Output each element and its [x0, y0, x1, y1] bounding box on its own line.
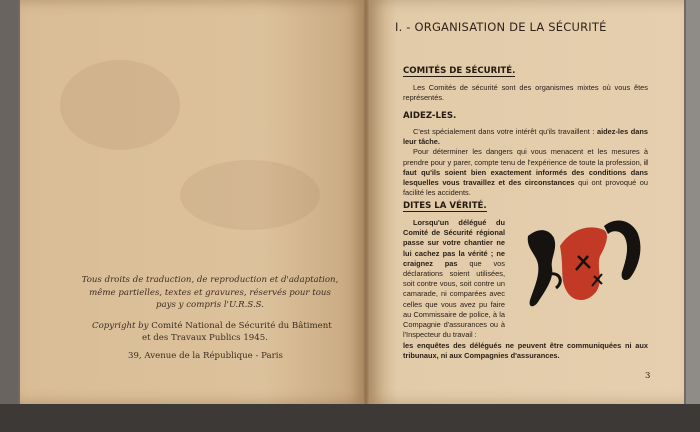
page-number: 3	[645, 371, 651, 381]
section-heading-comites: COMITÉS DE SÉCURITÉ.	[403, 66, 516, 76]
section-text-verite-end: les enquêtes des délégués ne peuvent être communiquées ni aux tribunaux, ni aux Compagnies d'assurances.	[403, 341, 648, 361]
desk-surface	[0, 0, 18, 432]
copyright-notice	[92, 320, 347, 344]
section-heading-verite: DITES LA VÉRITÉ.	[403, 201, 487, 211]
section-text-aidez: C'est spécialement dans votre intérêt qu'ils travaillent : aidez-les dans leur tâche. Pour déterminer les dangers qui vous menacent et les mesures à prendre pour y parer, compte tenu de l'expérience de toute la profession, il faut qu'ils soient bien exactement informés des conditions dans lesquelles vous travaillez et des circonstances qui ont provoqué ou facilité les accidents.	[403, 127, 649, 198]
paper-stain	[60, 60, 180, 150]
chapter-title: I. - ORGANISATION DE LA SÉCURITÉ	[395, 20, 607, 34]
rights-notice: Tous droits de traduction, de reproduction et d'adaptation, même partielles, textes et gravures, réservés pour tous pays y compris l'U.R.S.S.	[81, 275, 339, 310]
brush-illustration	[520, 216, 645, 326]
section-text-comites: Les Comités de sécurité sont des organismes mixtes où vous êtes représentés.	[403, 83, 648, 103]
brush-stroke-red	[560, 227, 607, 300]
book-shadow	[0, 404, 700, 432]
publisher-address: 39, Avenue de la République - Paris	[128, 351, 283, 361]
paper-stain	[180, 160, 320, 230]
copyright-line2: et des Travaux Publics 1945.	[142, 333, 268, 343]
section-text-verite: Lorsqu'un délégué du Comité de Sécurité régional passe sur votre chantier ne lui cachez pas la vérité ; ne craignez pas que vos déclarations soient utilisées, soit contre vous, soit contre un camarade, ni comparées avec celles que vous avez pu faire au Commissaire de police, à la Compagnie d'assurances ou à l'Inspecteur du travail :	[403, 218, 505, 340]
brush-stroke-black-2	[604, 220, 640, 280]
brush-stroke-black	[528, 230, 555, 306]
book-gutter	[362, 0, 370, 404]
section-heading-aidez: AIDEZ-LES.	[403, 111, 457, 121]
copyright-prefix: Copyright by	[92, 321, 149, 331]
copyright-line1: Comité National de Sécurité du Bâtiment	[151, 321, 332, 331]
desk-edge	[686, 0, 700, 432]
